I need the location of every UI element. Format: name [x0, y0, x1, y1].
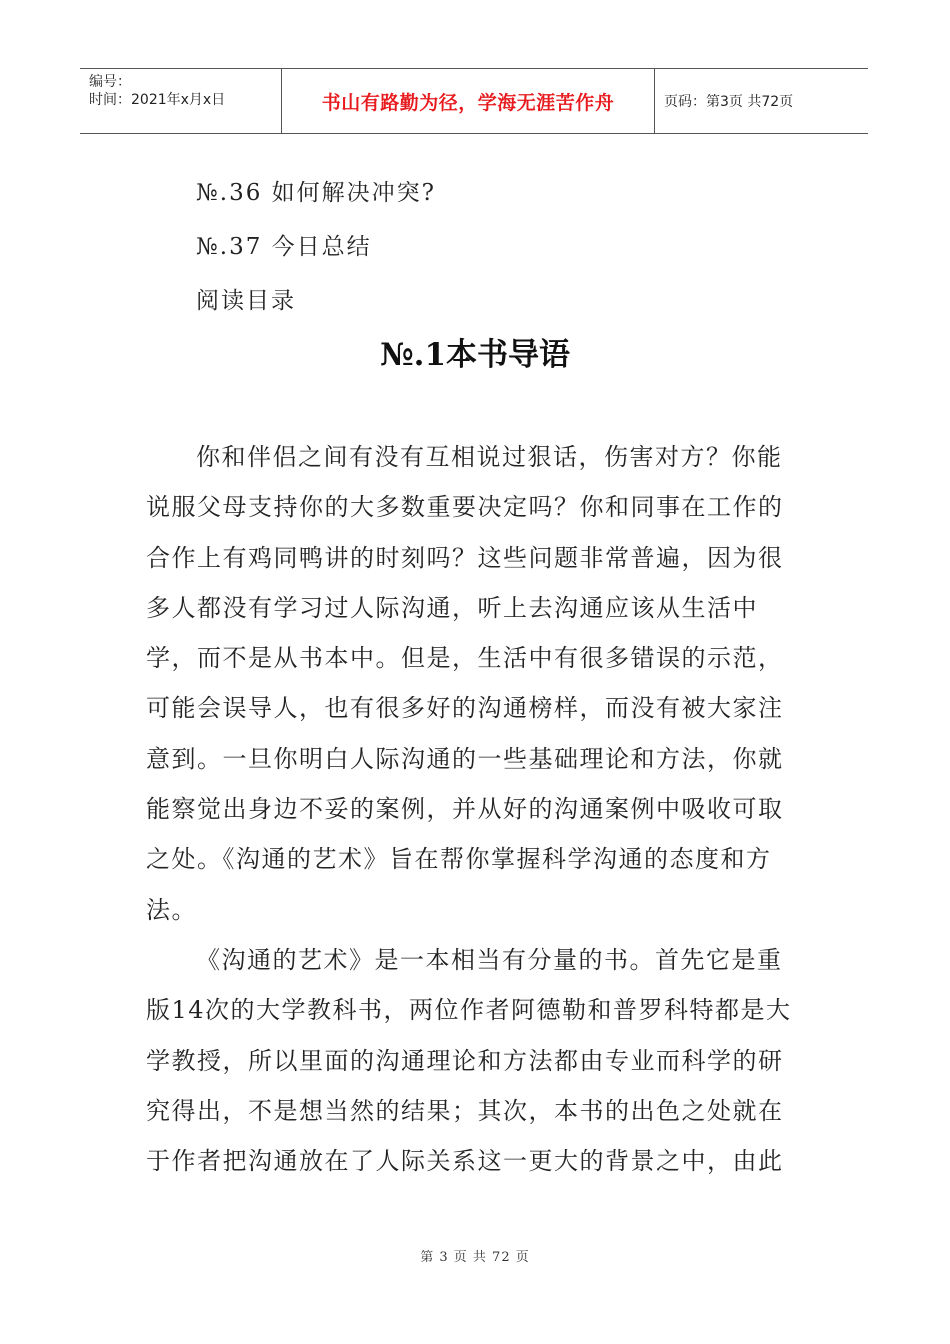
paragraph-line: 学，而不是从书本中。但是，生活中有很多错误的示范，	[146, 644, 784, 673]
section-title: №.1本书导语	[379, 337, 571, 373]
page-header	[80, 68, 868, 134]
paragraph-line: 于作者把沟通放在了人际关系这一更大的背景之中，由此	[146, 1147, 784, 1176]
number-label: 编号：	[89, 74, 131, 90]
paragraph-line: 说服父母支持你的大多数重要决定吗？你和同事在工作的	[146, 493, 784, 522]
paragraph-line: 法。	[146, 895, 197, 924]
paragraph-line: 意到。一旦你明白人际沟通的一些基础理论和方法，你就	[146, 744, 784, 773]
paragraph-line: 可能会误导人，也有很多好的沟通榜样，而没有被大家注	[146, 694, 784, 723]
toc-reading-directory[interactable]: 阅读目录	[196, 288, 296, 314]
paragraph-line: 《沟通的艺术》是一本相当有分量的书。首先它是重	[196, 945, 783, 974]
header-page-info: 页码：第3页 共72页	[664, 94, 794, 110]
header-meta	[80, 69, 282, 133]
table-of-contents	[196, 166, 436, 328]
toc-item-37[interactable]: №.37 今日总结	[196, 234, 372, 260]
body-text	[146, 432, 796, 1186]
paragraph-line: 学教授，所以里面的沟通理论和方法都由专业而科学的研	[146, 1046, 784, 1075]
toc-item-36[interactable]: №.36 如何解决冲突?	[196, 180, 436, 206]
paragraph-line: 之处。《沟通的艺术》旨在帮你掌握科学沟通的态度和方	[146, 845, 772, 874]
paragraph-line: 版14次的大学教科书，两位作者阿德勒和普罗科特都是大	[146, 996, 792, 1025]
paragraph-line: 究得出，不是想当然的结果；其次，本书的出色之处就在	[146, 1096, 784, 1125]
page-footer: 第 3 页 共 72 页	[420, 1250, 530, 1265]
time-label: 时间：2021年x月x日	[89, 92, 226, 108]
paragraph-line: 你和伴侣之间有没有互相说过狠话，伤害对方？你能	[196, 443, 783, 471]
paragraph-line: 合作上有鸡同鸭讲的时刻吗？这些问题非常普遍，因为很	[146, 543, 784, 572]
paragraph-line: 能察觉出身边不妥的案例，并从好的沟通案例中吸收可取	[146, 795, 784, 824]
paragraph-line: 多人都没有学习过人际沟通，听上去沟通应该从生活中	[146, 593, 758, 622]
header-motto: 书山有路勤为径，学海无涯苦作舟	[282, 69, 655, 133]
